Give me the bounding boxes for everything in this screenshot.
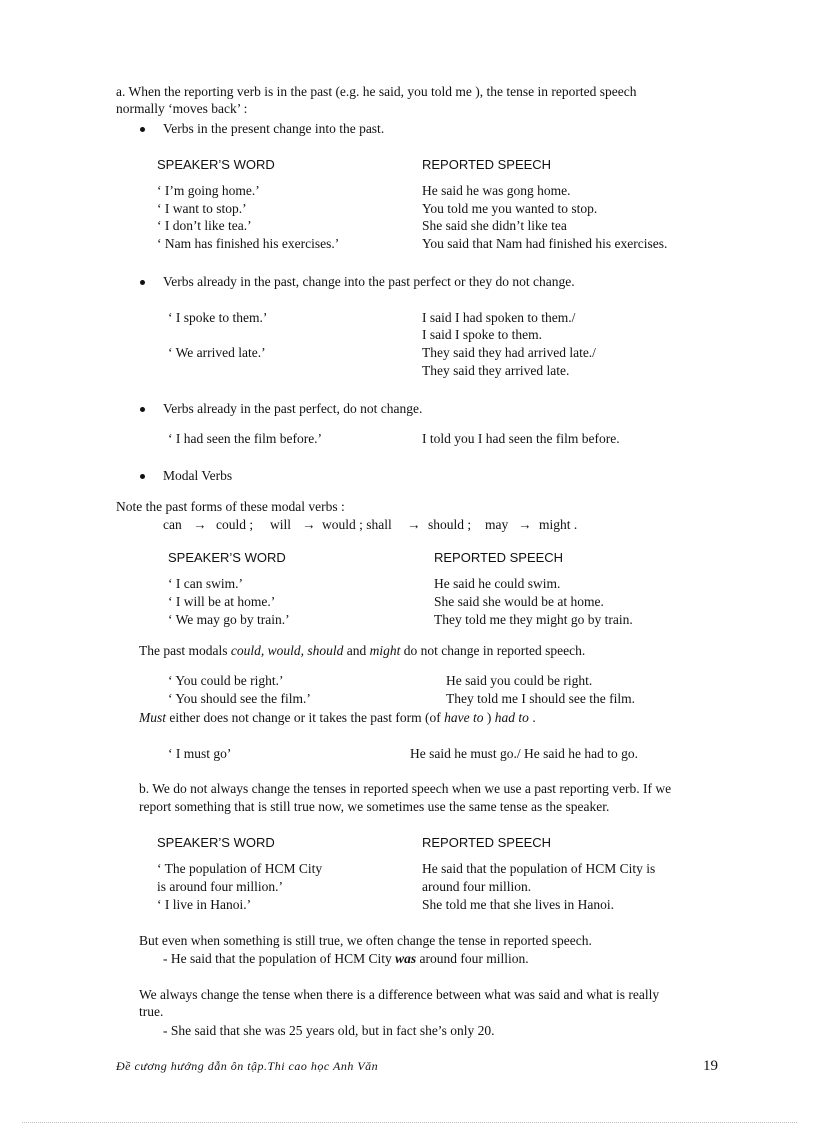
- table1-cell: ‘ I’m going home.’: [157, 183, 260, 198]
- table1-header-reported: REPORTED SPEECH: [422, 157, 552, 172]
- bullet-dot: [140, 474, 145, 479]
- always-line-2: true.: [139, 1004, 164, 1019]
- but-even-sentence: But even when something is still true, we often change the tense in reported speech.: [139, 933, 592, 948]
- modal-could: could ;: [216, 517, 254, 532]
- table4-cell: ‘ I can swim.’: [168, 576, 243, 591]
- modal-note: Note the past forms of these modal verbs :: [116, 499, 345, 514]
- table3-cell: ‘ I had seen the film before.’: [168, 431, 323, 446]
- modal-would-shall: would ; shall: [322, 517, 392, 532]
- table2-cell: They said they had arrived late./: [422, 345, 596, 360]
- table6-header-speaker: SPEAKER’S WORD: [157, 835, 275, 850]
- footer-title: Đề cương hướng dẫn ôn tập.Thi cao học Anh Văn: [116, 1059, 379, 1073]
- past-modals-sentence: The past modals could, would, should and might do not change in reported speech.: [139, 643, 586, 658]
- bullet-dot: [140, 280, 145, 285]
- table6-cell: around four million.: [422, 879, 532, 894]
- example-2: - She said that she was 25 years old, but in fact she’s only 20.: [163, 1023, 495, 1038]
- bullet-past-to-perfect: Verbs already in the past, change into the past perfect or they do not change.: [163, 274, 575, 289]
- table1-cell: You told me you wanted to stop.: [422, 201, 598, 216]
- bullet-dot: [140, 127, 145, 132]
- must-example-speaker: ‘ I must go’: [168, 746, 232, 761]
- table1-cell: She said she didn’t like tea: [422, 218, 567, 233]
- modal-should: should ;: [428, 517, 472, 532]
- arrow-right-icon: →: [302, 517, 316, 532]
- intro-line-2: normally ‘moves back’ :: [116, 101, 248, 116]
- bullet-dot: [140, 407, 145, 412]
- table2-cell: I said I had spoken to them./: [422, 310, 576, 325]
- bullet-modal-verbs: Modal Verbs: [163, 468, 233, 483]
- bullet-past-perfect: Verbs already in the past perfect, do not change.: [163, 401, 423, 416]
- table6-header-reported: REPORTED SPEECH: [422, 835, 552, 850]
- table4-cell: He said he could swim.: [434, 576, 561, 591]
- table2-cell: ‘ We arrived late.’: [168, 345, 266, 360]
- table1-cell: ‘ I don’t like tea.’: [157, 218, 252, 233]
- must-sentence: Must either does not change or it takes the past form (of have to ) had to .: [139, 710, 536, 725]
- modal-will: will: [270, 517, 292, 532]
- table6-cell: is around four million.’: [157, 879, 283, 894]
- table5-cell: ‘ You could be right.’: [168, 673, 284, 688]
- arrow-right-icon: →: [518, 517, 532, 532]
- page-number: 19: [703, 1058, 718, 1074]
- section-b-line-2: report something that is still true now, we sometimes use the same tense as the speaker.: [139, 799, 610, 814]
- table4-header-speaker: SPEAKER’S WORD: [168, 550, 286, 565]
- table4-header-reported: REPORTED SPEECH: [434, 550, 564, 565]
- table4-cell: ‘ We may go by train.’: [168, 612, 290, 627]
- table3-cell: I told you I had seen the film before.: [422, 431, 620, 446]
- arrow-right-icon: →: [407, 517, 421, 532]
- table1-cell: ‘ Nam has finished his exercises.’: [157, 236, 340, 251]
- table6-cell: He said that the population of HCM City is: [422, 861, 656, 876]
- modal-can: can: [163, 517, 182, 532]
- modal-may: may: [485, 517, 509, 532]
- table5-cell: They told me I should see the film.: [446, 691, 635, 706]
- section-b-line-1: b. We do not always change the tenses in reported speech when we use a past reporting verb. If we: [139, 781, 672, 796]
- intro-line-1: a. When the reporting verb is in the past (e.g. he said, you told me ), the tense in reported speech: [116, 84, 637, 99]
- table2-cell: I said I spoke to them.: [422, 327, 542, 342]
- table4-cell: They told me they might go by train.: [434, 612, 633, 627]
- table5-cell: ‘ You should see the film.’: [168, 691, 311, 706]
- table1-cell: He said he was gong home.: [422, 183, 571, 198]
- table5-cell: He said you could be right.: [446, 673, 593, 688]
- table6-cell: ‘ The population of HCM City: [157, 861, 323, 876]
- table1-cell: You said that Nam had finished his exercises.: [422, 236, 668, 251]
- example-1: - He said that the population of HCM City was around four million.: [163, 951, 529, 966]
- table1-cell: ‘ I want to stop.’: [157, 201, 247, 216]
- must-example-reported: He said he must go./ He said he had to go.: [410, 746, 638, 761]
- arrow-right-icon: →: [193, 517, 207, 532]
- table4-cell: ‘ I will be at home.’: [168, 594, 276, 609]
- table6-cell: ‘ I live in Hanoi.’: [157, 897, 252, 912]
- table4-cell: She said she would be at home.: [434, 594, 604, 609]
- table2-cell: They said they arrived late.: [422, 363, 570, 378]
- always-line-1: We always change the tense when there is a difference between what was said and what is really: [139, 987, 660, 1002]
- modal-might: might .: [539, 517, 578, 532]
- table2-cell: ‘ I spoke to them.’: [168, 310, 268, 325]
- table1-header-speaker: SPEAKER’S WORD: [157, 157, 275, 172]
- table6-cell: She told me that she lives in Hanoi.: [422, 897, 614, 912]
- bullet-present-to-past: Verbs in the present change into the past.: [163, 121, 385, 136]
